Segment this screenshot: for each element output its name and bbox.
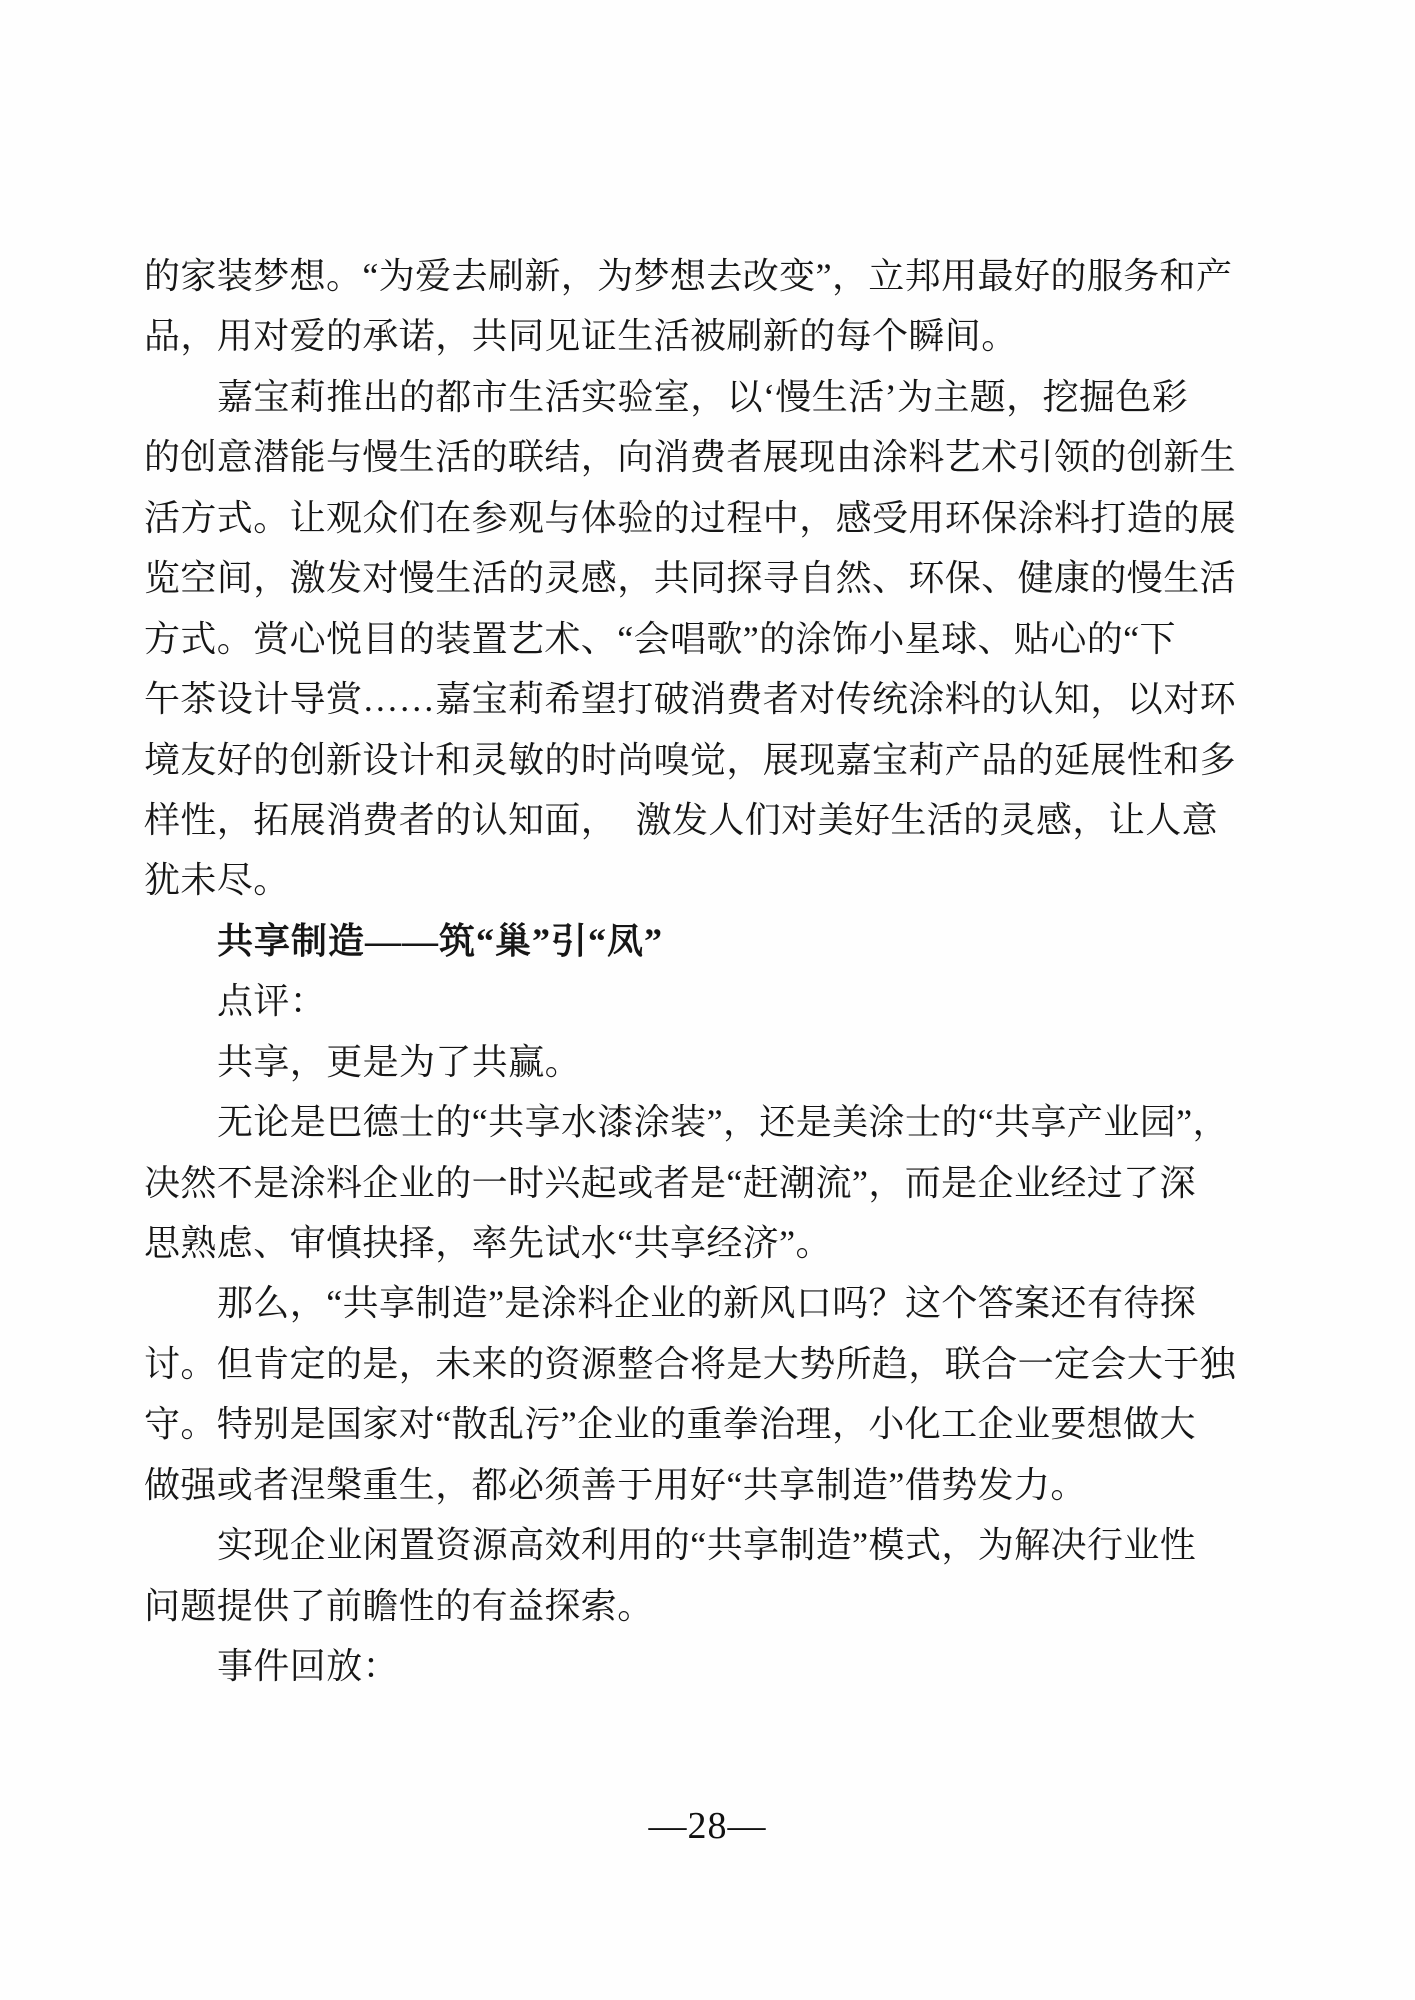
text-line: 境友好的创新设计和灵敏的时尚嗅觉，展现嘉宝莉产品的延展性和多 [144,739,1237,780]
text-line: 做强或者涅槃重生，都必须善于用好“共享制造”借势发力。 [144,1464,1087,1505]
text-line: 问题提供了前瞻性的有益探索。 [144,1585,654,1626]
text-line: 嘉宝莉推出的都市生活实验室，以‘慢生活’为主题，挖掘色彩 [217,376,1189,417]
text-line: 思熟虑、审慎抉择，率先试水“共享经济”。 [144,1223,832,1263]
text-line: 的创意潜能与慢生活的联结，向消费者展现由涂料艺术引领的创新生 [144,437,1237,478]
section-heading: 共享制造——筑“巢”引“凤” [217,920,664,961]
text-line: 决然不是涂料企业的一时兴起或者是“赶潮流”，而是企业经过了深 [144,1162,1196,1203]
text-line: 午茶设计导赏……嘉宝莉希望打破消费者对传统涂料的认知，以对环 [144,679,1237,720]
text-line: 那么，“共享制造”是涂料企业的新风口吗？这个答案还有待探 [217,1283,1197,1324]
text-line: 守。特别是国家对“散乱污”企业的重拳治理，小化工企业要想做大 [144,1404,1196,1445]
text-line: 实现企业闲置资源高效利用的“共享制造”模式，为解决行业性 [217,1525,1197,1566]
text-line: 无论是巴德士的“共享水漆涂装”，还是美涂士的“共享产业园”， [217,1102,1229,1143]
text-line: 样性，拓展消费者的认知面， 激发人们对美好生活的灵感，让人意 [144,799,1219,840]
text-line: 事件回放： [217,1646,400,1687]
text-line: 活方式。让观众们在参观与体验的过程中，感受用环保涂料打造的展 [144,497,1237,538]
page-number: —28— [648,1805,767,1847]
text-line: 点评： [217,981,327,1022]
text-line: 犹未尽。 [144,860,290,901]
text-line: 讨。但肯定的是，未来的资源整合将是大势所趋，联合一定会大于独 [144,1343,1237,1384]
text-line: 品，用对爱的承诺，共同见证生活被刷新的每个瞬间。 [144,316,1018,357]
text-line: 览空间，激发对慢生活的灵感，共同探寻自然、环保、健康的慢生活 [144,558,1237,599]
document-body [144,246,1270,1697]
text-line: 的家装梦想。“为爱去刷新，为梦想去改变”，立邦用最好的服务和产 [144,256,1233,296]
text-line: 共享，更是为了共赢。 [217,1041,582,1082]
text-line: 方式。赏心悦目的装置艺术、“会唱歌”的涂饰小星球、贴心的“下 [144,618,1176,659]
